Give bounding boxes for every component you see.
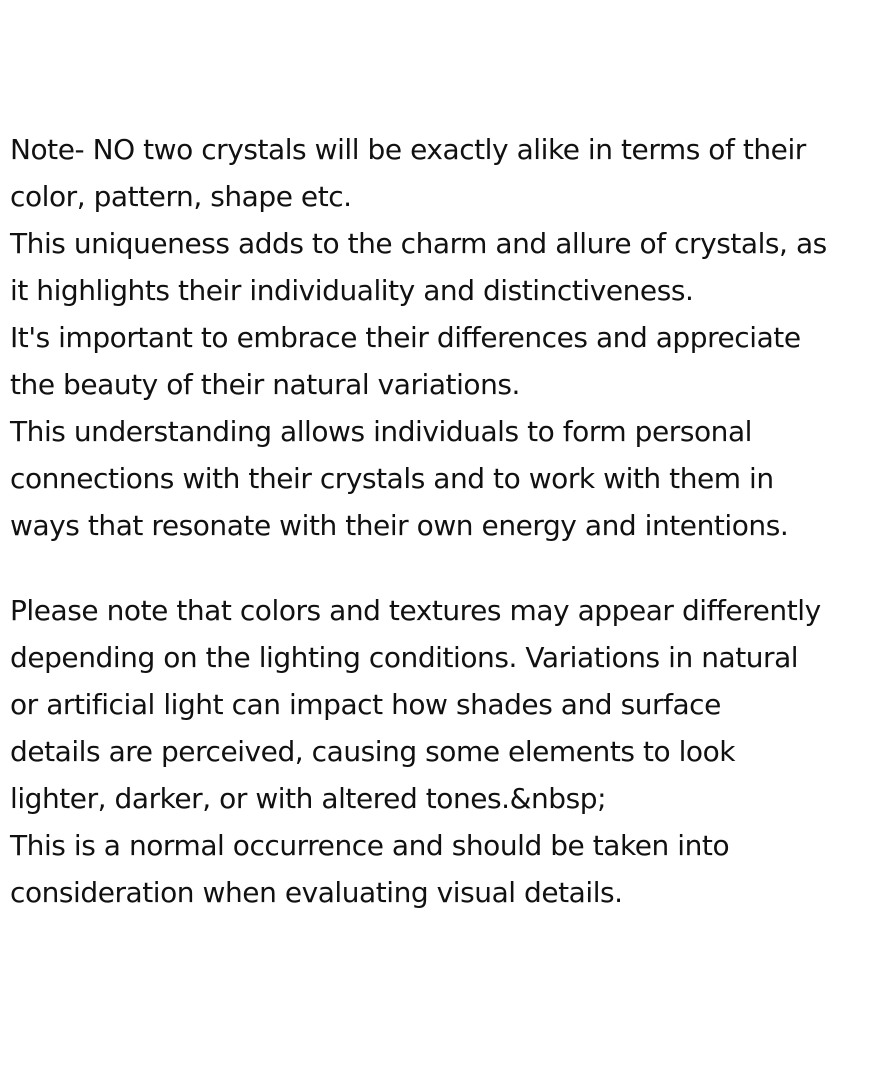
text-line: This is a normal occurrence and should be taken into xyxy=(10,829,730,862)
text-line: the beauty of their natural variations. xyxy=(10,368,520,401)
text-line: consideration when evaluating visual details. xyxy=(10,876,623,909)
text-line: Please note that colors and textures may appear differently xyxy=(10,594,821,627)
lighting-paragraph xyxy=(10,587,871,916)
text-line: It's important to embrace their differences and appreciate xyxy=(10,321,801,354)
text-line: This understanding allows individuals to form personal xyxy=(10,415,752,448)
text-line: lighter, darker, or with altered tones.&nbsp; xyxy=(10,782,607,815)
uniqueness-paragraph xyxy=(10,126,871,549)
text-line: ways that resonate with their own energy and intentions. xyxy=(10,509,789,542)
text-line: details are perceived, causing some elements to look xyxy=(10,735,736,768)
text-line: connections with their crystals and to work with them in xyxy=(10,462,774,495)
text-line: or artificial light can impact how shades and surface xyxy=(10,688,721,721)
crystal-care-note xyxy=(10,126,871,916)
text-line: Note- NO two crystals will be exactly alike in terms of their xyxy=(10,133,806,166)
text-line: color, pattern, shape etc. xyxy=(10,180,352,213)
text-line: it highlights their individuality and distinctiveness. xyxy=(10,274,694,307)
text-line: This uniqueness adds to the charm and allure of crystals, as xyxy=(10,227,827,260)
text-line: depending on the lighting conditions. Variations in natural xyxy=(10,641,799,674)
